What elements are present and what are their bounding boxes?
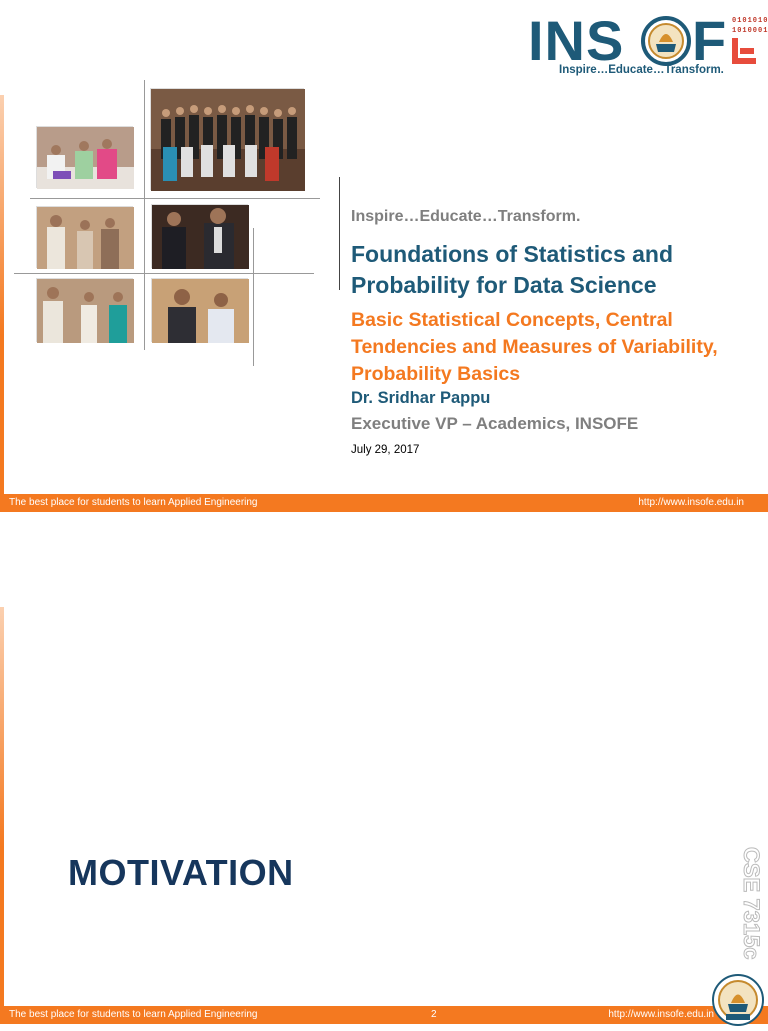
discussion-photo — [36, 206, 133, 268]
section-slide — [0, 512, 768, 1024]
course-code-text: CSE 7315c — [739, 847, 764, 960]
classroom-photo — [36, 126, 133, 188]
svg-text:INS: INS — [528, 9, 625, 72]
title-divider — [339, 177, 340, 290]
svg-text:0101010: 0101010 — [732, 17, 768, 25]
networking-photo — [36, 278, 133, 342]
footer-url[interactable]: http://www.insofe.edu.in — [608, 1009, 714, 1020]
title-block — [351, 208, 751, 456]
collage-divider — [144, 198, 145, 350]
footer-slogan: The best place for students to learn Applied Engineering — [9, 1009, 258, 1020]
slide-tagline: Inspire…Educate…Transform. — [351, 208, 581, 225]
course-code — [736, 847, 766, 977]
collage-divider — [253, 228, 254, 366]
panel-photo — [151, 278, 248, 342]
collage-divider — [14, 273, 314, 274]
course-title: Foundations of Statistics and Probability for Data Science — [351, 241, 674, 298]
section-heading: MOTIVATION — [68, 852, 294, 893]
group-photo — [150, 88, 304, 190]
conversation-photo — [151, 204, 248, 268]
slide-edge-accent — [0, 95, 4, 495]
logo-tagline: Inspire…Educate…Transform. — [559, 64, 724, 76]
author-role: Executive VP – Academics, INSOFE — [351, 414, 639, 433]
author-name: Dr. Sridhar Pappu — [351, 389, 491, 407]
insofe-logo — [528, 4, 768, 80]
footer-url[interactable]: http://www.insofe.edu.in — [638, 497, 744, 508]
footer-slogan: The best place for students to learn Applied Engineering — [9, 497, 258, 508]
lecture-date: July 29, 2017 — [351, 444, 420, 456]
slide-footer — [0, 494, 768, 512]
slide-edge-accent — [0, 607, 4, 1007]
collage-divider — [144, 80, 145, 198]
slide-footer — [0, 1006, 768, 1024]
lecture-topic: Basic Statistical Concepts, Central Tendencies and Measures of Variability, Probability Basics — [351, 309, 718, 385]
title-slide — [0, 0, 768, 512]
svg-text:1010001: 1010001 — [732, 27, 768, 35]
page-number: 2 — [431, 1009, 437, 1020]
insofe-seal-icon — [712, 974, 764, 1026]
svg-text:F: F — [692, 9, 728, 72]
collage-divider — [30, 198, 320, 199]
